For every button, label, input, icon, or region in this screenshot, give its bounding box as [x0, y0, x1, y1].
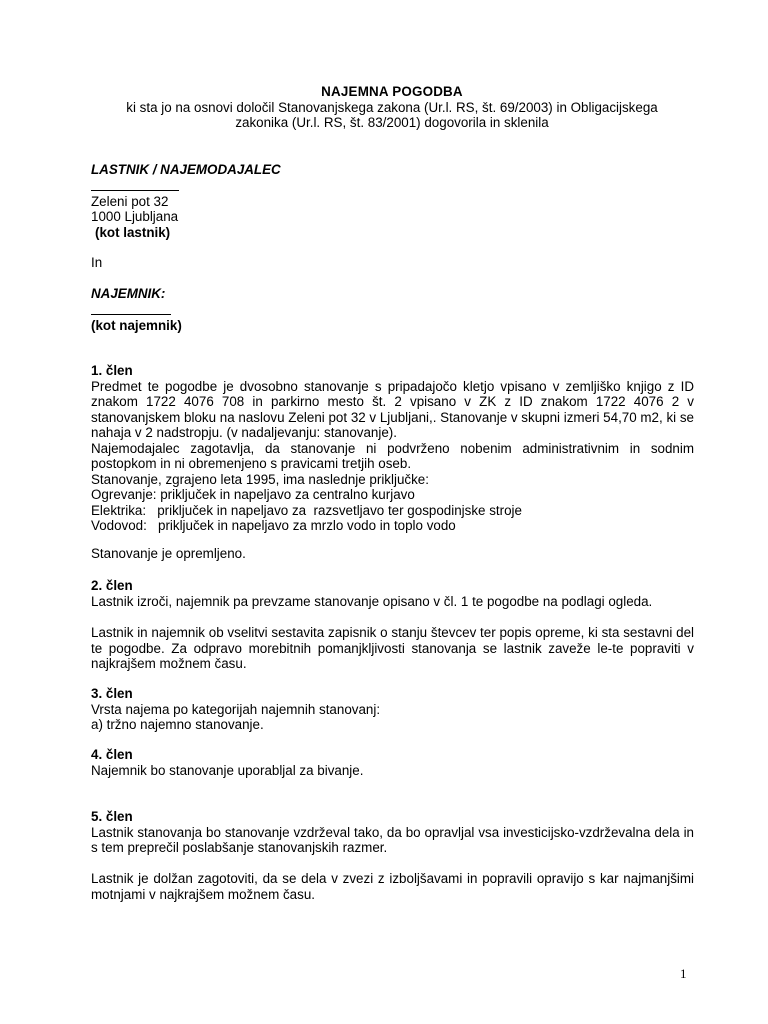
article-3-heading: 3. člen: [91, 686, 133, 701]
tenant-name-line: [91, 302, 694, 318]
article-1: [91, 363, 694, 534]
landlord-address-city: 1000 Ljubljana: [91, 209, 179, 224]
article-2-heading: 2. člen: [91, 578, 133, 593]
tenant-section: [91, 286, 694, 333]
landlord-name-blank: [91, 178, 179, 191]
article-5: [91, 809, 694, 856]
tenant-name-blank: [91, 302, 171, 315]
article-1-heating: Ogrevanje: priključek in napeljavo za centralno kurjavo: [91, 487, 415, 502]
landlord-name-line: [91, 178, 694, 194]
landlord-role: (kot lastnik): [95, 224, 171, 240]
article-5-heading: 5. člen: [91, 809, 133, 824]
article-5-paragraph-2: Lastnik je dolžan zagotoviti, da se dela v zvezi z izboljšavami in popravili opravijo s kar najmanjšimi motnjami v najkrajšem možnem času.: [91, 871, 694, 902]
article-1-heading: 1. člen: [91, 363, 133, 378]
document-title: NAJEMNA POGODBA: [321, 84, 463, 99]
landlord-heading: LASTNIK / NAJEMODAJALEC: [91, 162, 281, 177]
article-1-paragraph-3: Stanovanje, zgrajeno leta 1995, ima naslednje priključke:: [91, 471, 429, 487]
article-2-paragraph-2: Lastnik in najemnik ob vselitvi sestavita zapisnik o stanju števcev ter popis opreme, ki sta sestavni del te pogodbe. Za odpravo morebitnih pomanjkljivosti stanovanja se lastnik zaveže le-te popraviti v najkrajšem možnem času.: [91, 625, 694, 671]
article-1-furnished: Stanovanje je opremljeno.: [91, 546, 246, 561]
article-4-heading: 4. člen: [91, 747, 133, 762]
article-1-electricity: Elektrika: priključek in napeljavo za razsvetljavo ter gospodinjske stroje: [91, 502, 522, 518]
document-subtitle-line1: ki sta jo na osnovi določil Stanovanjskega zakona (Ur.l. RS, št. 69/2003) in Obligacijskega: [126, 99, 658, 115]
article-1-water: Vodovod: priključek in napeljavo za mrzlo vodo in toplo vodo: [91, 518, 456, 533]
article-3-paragraph-1: Vrsta najema po kategorijah najemnih stanovanj:: [91, 701, 381, 717]
landlord-section: [91, 162, 694, 240]
article-1-paragraph-2: Najemodajalec zagotavlja, da stanovanje ni podvrženo nobenim administrativnim in sodnim postopkom in ni obremenjeno s pravicami tretjih oseb.: [91, 440, 694, 471]
tenant-role: (kot najemnik): [91, 317, 182, 333]
document-header: [90, 84, 694, 131]
tenant-heading: NAJEMNIK:: [91, 286, 166, 301]
article-1-paragraph-1: Predmet te pogodbe je dvosobno stanovanje s pripadajočo kletjo vpisano v zemljiško knjigo z ID znakom 1722 4076 708 in parkirno mesto št. 2 vpisano v ZK z ID znakom 1722 4076 2 v stanovanjskem bloku na naslovu Zeleni pot 32 v Ljubljani,. Stanovanje v skupni izmeri 54,70 m2, ki se nahaja v 2 nadstropju. (v nadaljevanju: stanovanje).: [91, 378, 694, 440]
page-number: 1: [680, 966, 687, 981]
document-subtitle-line2: zakonika (Ur.l. RS, št. 83/2001) dogovorila in sklenila: [235, 115, 549, 130]
article-5-paragraph-1: Lastnik stanovanja bo stanovanje vzdrževal tako, da bo opravljal vsa investicijsko-vzdrževalna dela in s tem preprečil poslabšanje stanovanjskih razmer.: [91, 824, 694, 855]
article-3: [91, 686, 694, 733]
article-4-paragraph-1: Najemnik bo stanovanje uporabljal za bivanje.: [91, 762, 364, 778]
article-4: [91, 747, 694, 778]
article-2-paragraph-1: Lastnik izroči, najemnik pa prevzame stanovanje opisano v čl. 1 te pogodbe na podlagi ogleda.: [91, 593, 653, 609]
connector-text: In: [91, 255, 103, 270]
article-3-paragraph-2: a) tržno najemno stanovanje.: [91, 717, 264, 732]
landlord-address-street: Zeleni pot 32: [91, 193, 169, 209]
article-2: [91, 578, 694, 609]
